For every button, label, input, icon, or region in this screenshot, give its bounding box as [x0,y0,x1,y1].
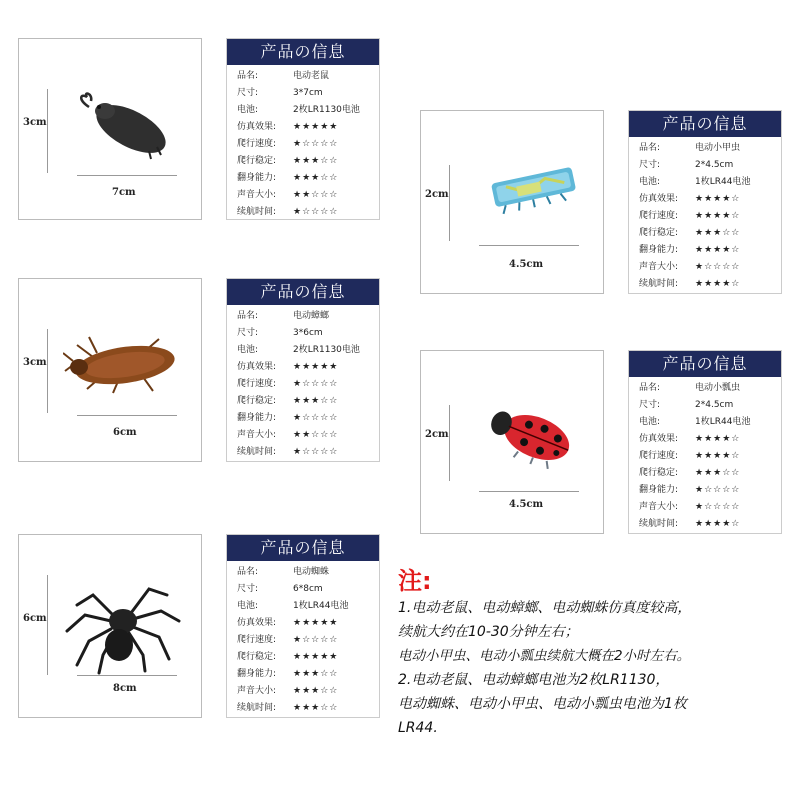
rating-stars: ★★★★☆ [695,194,741,204]
rating-stars: ★☆☆☆☆ [293,635,339,645]
label-volume: 声音大小: [237,190,277,200]
label-size: 尺寸: [237,88,259,98]
rating-stars: ★★★★★ [293,362,339,372]
info-header: 产品の信息 [629,111,781,137]
label-name: 品名: [237,311,259,321]
width-label: 4.5cm [509,259,544,270]
label-flip: 翻身能力: [639,485,679,495]
beetle-icon [487,161,581,217]
info-header: 产品の信息 [227,39,379,65]
label-size: 尺寸: [237,584,259,594]
rating-stars: ★★★★★ [293,618,339,628]
value-size: 3*6cm [293,328,323,338]
info-header: 产品の信息 [227,535,379,561]
height-label: 6cm [23,613,47,624]
label-stability: 爬行稳定: [237,652,277,662]
note-line: 2.电动老鼠、电动蟑螂电池为2枚LR1130， [398,672,670,688]
info-header: 产品の信息 [629,351,781,377]
label-size: 尺寸: [639,400,661,410]
rating-stars: ★★★☆☆ [695,228,741,238]
label-flip: 翻身能力: [237,669,277,679]
rating-stars: ★★★☆☆ [293,173,339,183]
label-speed: 爬行速度: [237,379,277,389]
label-endurance: 续航时间: [237,207,277,217]
label-flip: 翻身能力: [639,245,679,255]
rating-stars: ★★★☆☆ [695,468,741,478]
note-line: 电动小甲虫、电动小瓢虫续航大概在2小时左右。 [398,648,691,664]
label-realism: 仿真效果: [237,122,277,132]
value-name: 电动老鼠 [293,71,330,81]
label-stability: 爬行稳定: [639,228,679,238]
rating-stars: ★★★☆☆ [293,686,339,696]
label-speed: 爬行速度: [639,451,679,461]
label-speed: 爬行速度: [237,635,277,645]
label-battery: 电池: [237,105,259,115]
label-size: 尺寸: [639,160,661,170]
label-name: 品名: [639,383,661,393]
rating-stars: ★☆☆☆☆ [293,413,339,423]
rating-stars: ★★★★☆ [695,451,741,461]
product-info-mouse [226,38,380,220]
rating-stars: ★★★★☆ [695,519,741,529]
product-info-spider [226,534,380,718]
rating-stars: ★★★★☆ [695,279,741,289]
note-line: 1.电动老鼠、电动蟑螂、电动蜘蛛仿真度较高， [398,600,692,616]
mouse-icon [69,89,179,169]
width-label: 7cm [112,187,136,198]
product-photo-cockroach [18,278,202,462]
value-name: 电动蜘蛛 [293,567,330,577]
rating-stars: ★☆☆☆☆ [293,207,339,217]
width-line [77,675,177,676]
value-size: 2*4.5cm [695,400,734,410]
note-line: 电动蜘蛛、电动小甲虫、电动小瓢虫电池为1枚 [398,696,687,712]
value-name: 电动蟑螂 [293,311,330,321]
value-size: 3*7cm [293,88,323,98]
height-line [47,329,48,413]
label-battery: 电池: [237,345,259,355]
label-volume: 声音大小: [237,430,277,440]
label-realism: 仿真效果: [639,434,679,444]
value-battery: 2枚LR1130电池 [293,345,360,355]
label-speed: 爬行速度: [237,139,277,149]
width-line [479,245,579,246]
product-info-beetle [628,110,782,294]
value-name: 电动小甲虫 [695,143,741,153]
height-label: 2cm [425,189,449,200]
height-label: 3cm [23,357,47,368]
height-line [47,89,48,173]
product-photo-beetle [420,110,604,294]
label-battery: 电池: [639,417,661,427]
rating-stars: ★★★★☆ [695,211,741,221]
width-line [77,175,177,176]
label-battery: 电池: [237,601,259,611]
label-name: 品名: [237,567,259,577]
height-line [47,575,48,675]
width-label: 6cm [113,427,137,438]
value-size: 2*4.5cm [695,160,734,170]
rating-stars: ★☆☆☆☆ [293,447,339,457]
rating-stars: ★★☆☆☆ [293,430,339,440]
width-label: 8cm [113,683,137,694]
ladybug-icon [485,401,581,471]
info-header: 产品の信息 [227,279,379,305]
value-size: 6*8cm [293,584,323,594]
rating-stars: ★★★★★ [293,652,339,662]
width-line [479,491,579,492]
rating-stars: ★★★☆☆ [293,669,339,679]
label-name: 品名: [639,143,661,153]
label-realism: 仿真效果: [237,618,277,628]
note-line: LR44. [398,720,438,736]
rating-stars: ★☆☆☆☆ [695,502,741,512]
label-stability: 爬行稳定: [237,396,277,406]
label-volume: 声音大小: [237,686,277,696]
rating-stars: ★★★★★ [293,122,339,132]
label-endurance: 续航时间: [237,703,277,713]
label-endurance: 续航时间: [639,279,679,289]
width-label: 4.5cm [509,499,544,510]
label-volume: 声音大小: [639,502,679,512]
height-line [449,165,450,241]
rating-stars: ★★☆☆☆ [293,190,339,200]
label-stability: 爬行稳定: [237,156,277,166]
rating-stars: ★★★☆☆ [293,703,339,713]
label-name: 品名: [237,71,259,81]
height-label: 3cm [23,117,47,128]
label-endurance: 续航时间: [639,519,679,529]
product-info-cockroach [226,278,380,462]
rating-stars: ★☆☆☆☆ [695,262,741,272]
label-flip: 翻身能力: [237,413,277,423]
label-battery: 电池: [639,177,661,187]
label-size: 尺寸: [237,328,259,338]
height-label: 2cm [425,429,449,440]
product-info-ladybug [628,350,782,534]
rating-stars: ★☆☆☆☆ [293,139,339,149]
label-realism: 仿真效果: [237,362,277,372]
label-endurance: 续航时间: [237,447,277,457]
height-line [449,405,450,481]
rating-stars: ★★★★☆ [695,245,741,255]
label-realism: 仿真效果: [639,194,679,204]
rating-stars: ★☆☆☆☆ [293,379,339,389]
product-photo-mouse [18,38,202,220]
value-battery: 2枚LR1130电池 [293,105,360,115]
label-speed: 爬行速度: [639,211,679,221]
product-photo-ladybug [420,350,604,534]
note-line: 续航大约在10-30分钟左右； [398,624,579,640]
product-photo-spider [18,534,202,718]
label-flip: 翻身能力: [237,173,277,183]
rating-stars: ★★★☆☆ [293,396,339,406]
value-battery: 1枚LR44电池 [293,601,349,611]
cockroach-icon [63,331,183,397]
value-battery: 1枚LR44电池 [695,417,751,427]
value-name: 电动小瓢虫 [695,383,741,393]
spider-icon [63,575,183,675]
label-volume: 声音大小: [639,262,679,272]
label-stability: 爬行稳定: [639,468,679,478]
rating-stars: ★★★★☆ [695,434,741,444]
rating-stars: ★★★☆☆ [293,156,339,166]
rating-stars: ★☆☆☆☆ [695,485,741,495]
notes-title: 注: [398,567,432,595]
width-line [77,415,177,416]
value-battery: 1枚LR44电池 [695,177,751,187]
notes-section [398,566,798,740]
